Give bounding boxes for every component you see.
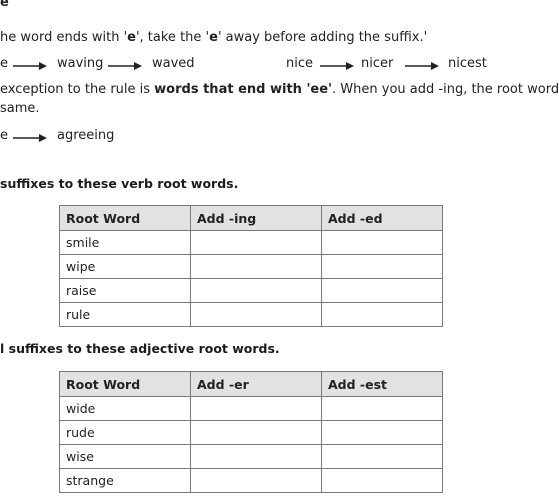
answer-cell[interactable] (191, 469, 322, 493)
root-word-cell: strange (60, 469, 191, 493)
arrow-icon (13, 133, 47, 143)
answer-cell[interactable] (322, 445, 443, 469)
header-root-word: Root Word (60, 372, 191, 397)
arrow-icon (108, 61, 142, 71)
table-row (60, 279, 443, 303)
example1-word6: nicest (448, 56, 487, 71)
rule-text-prefix: he word ends with ' (0, 30, 128, 45)
answer-cell[interactable] (322, 469, 443, 493)
example2-word1: e (0, 128, 8, 143)
arrow-icon (405, 61, 439, 71)
task1-heading: suffixes to these verb root words. (0, 176, 239, 191)
header-add-ed: Add -ed (322, 206, 443, 231)
answer-cell[interactable] (322, 421, 443, 445)
answer-cell[interactable] (191, 255, 322, 279)
table-row (60, 445, 443, 469)
root-word-cell: wise (60, 445, 191, 469)
table-row (60, 231, 443, 255)
table-header-row (60, 206, 443, 231)
adjective-suffix-table (59, 371, 443, 493)
answer-cell[interactable] (191, 445, 322, 469)
verb-suffix-table (59, 205, 443, 327)
example1-word4: nice (286, 56, 313, 71)
root-word-cell: rule (60, 303, 191, 327)
exception-prefix: exception to the rule is (0, 82, 155, 97)
rule-e1: e (127, 30, 136, 45)
example1-word1: e (0, 56, 8, 71)
rule-text-mid: ', take the ' (135, 30, 210, 45)
example1-word2: waving (57, 56, 104, 71)
answer-cell[interactable] (322, 231, 443, 255)
answer-cell[interactable] (191, 397, 322, 421)
rule-e2: e (209, 30, 218, 45)
header-root-word: Root Word (60, 206, 191, 231)
exception-bold: words that end with 'ee' (154, 82, 333, 97)
table-row (60, 255, 443, 279)
root-word-cell: rude (60, 421, 191, 445)
rule-heading: e (0, 0, 9, 10)
header-add-er: Add -er (191, 372, 322, 397)
task2-heading: l suffixes to these adjective root words. (0, 341, 280, 356)
table-header-row (60, 372, 443, 397)
rule-text (0, 30, 427, 45)
table-row (60, 469, 443, 493)
arrow-icon (320, 61, 354, 71)
answer-cell[interactable] (322, 303, 443, 327)
exception-suffix: . When you add -ing, the root word (332, 82, 559, 97)
header-add-ing: Add -ing (191, 206, 322, 231)
answer-cell[interactable] (322, 279, 443, 303)
answer-cell[interactable] (322, 397, 443, 421)
rule-text-suffix: ' away before adding the suffix.' (217, 30, 428, 45)
example2-word2: agreeing (57, 128, 115, 143)
header-add-est: Add -est (322, 372, 443, 397)
table-row (60, 421, 443, 445)
answer-cell[interactable] (191, 231, 322, 255)
example1-word5: nicer (361, 56, 394, 71)
answer-cell[interactable] (191, 303, 322, 327)
table-row (60, 397, 443, 421)
table-row (60, 303, 443, 327)
exception-line1 (0, 82, 559, 97)
root-word-cell: smile (60, 231, 191, 255)
arrow-icon (13, 61, 47, 71)
exception-line2: same. (0, 101, 40, 116)
root-word-cell: wipe (60, 255, 191, 279)
root-word-cell: wide (60, 397, 191, 421)
root-word-cell: raise (60, 279, 191, 303)
answer-cell[interactable] (191, 421, 322, 445)
example1-word3: waved (152, 56, 195, 71)
answer-cell[interactable] (322, 255, 443, 279)
answer-cell[interactable] (191, 279, 322, 303)
